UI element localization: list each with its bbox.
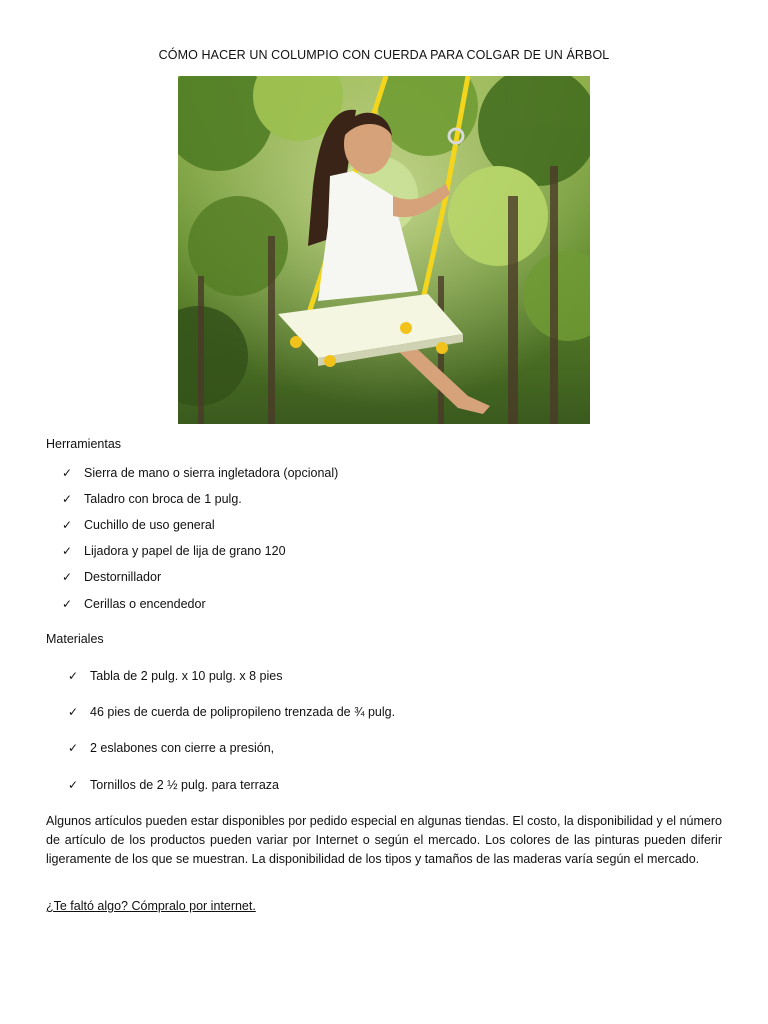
list-item [62, 597, 206, 611]
list-item [62, 466, 338, 480]
swing-photo [178, 76, 590, 424]
list-item [62, 518, 215, 532]
buy-online-link[interactable]: ¿Te faltó algo? Cómpralo por internet. [46, 899, 256, 913]
tools-heading: Herramientas [46, 437, 122, 451]
list-item-text: Destornillador [84, 570, 162, 584]
checkmark-icon: ✓ [62, 544, 73, 558]
page-title: CÓMO HACER UN COLUMPIO CON CUERDA PARA COLGAR DE UN ÁRBOL [158, 48, 610, 62]
list-item-text: Lijadora y papel de lija de grano 120 [84, 544, 286, 558]
list-item [62, 492, 242, 506]
checkmark-icon: ✓ [68, 778, 79, 792]
list-item-text: 46 pies de cuerda de polipropileno trenzada de ¾ pulg. [90, 705, 396, 719]
list-item [68, 778, 279, 792]
materials-heading: Materiales [46, 632, 104, 646]
checkmark-icon: ✓ [68, 669, 79, 683]
list-item [62, 570, 161, 584]
list-item [68, 669, 283, 683]
list-item-text: Tabla de 2 pulg. x 10 pulg. x 8 pies [90, 669, 283, 683]
list-item-text: Sierra de mano o sierra ingletadora (opcional) [84, 466, 339, 480]
list-item-text: Taladro con broca de 1 pulg. [84, 492, 242, 506]
checkmark-icon: ✓ [68, 705, 79, 719]
checkmark-icon: ✓ [62, 466, 73, 480]
checkmark-icon: ✓ [62, 518, 73, 532]
list-item [68, 741, 274, 755]
checkmark-icon: ✓ [68, 741, 79, 755]
list-item-text: Cerillas o encendedor [84, 597, 206, 611]
list-item [62, 544, 286, 558]
list-item [68, 705, 395, 719]
checkmark-icon: ✓ [62, 597, 73, 611]
availability-paragraph: Algunos artículos pueden estar disponibles por pedido especial en algunas tiendas. El costo, la disponibilidad y el número de artículo de los productos pueden variar por Internet o según el mercado. Los colores de las pinturas pueden diferir ligeramente de los que se muestran. La disponibilidad de los tipos y tamaños de las maderas varía según el mercado. [46, 814, 722, 866]
list-item-text: 2 eslabones con cierre a presión, [90, 741, 275, 755]
list-item-text: Cuchillo de uso general [84, 518, 215, 532]
checkmark-icon: ✓ [62, 570, 73, 584]
checkmark-icon: ✓ [62, 492, 73, 506]
list-item-text: Tornillos de 2 ½ pulg. para terraza [90, 778, 279, 792]
